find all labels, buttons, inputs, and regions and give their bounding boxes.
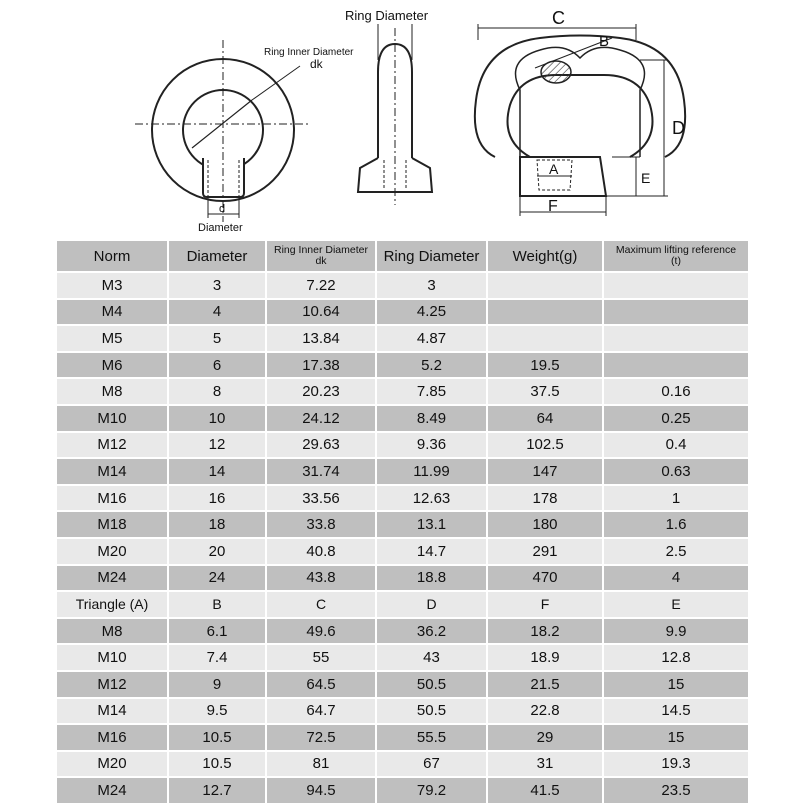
table-cell: 18 bbox=[168, 511, 266, 538]
table-cell: 13.1 bbox=[376, 511, 487, 538]
table-cell: 23.5 bbox=[603, 777, 749, 804]
table-cell: 14.7 bbox=[376, 538, 487, 565]
table-row bbox=[57, 325, 749, 352]
table-cell: 470 bbox=[487, 565, 603, 592]
table-cell: 33.8 bbox=[266, 511, 376, 538]
table-cell: M4 bbox=[57, 299, 168, 326]
table-cell: 20 bbox=[168, 538, 266, 565]
table-cell: 12 bbox=[168, 432, 266, 459]
table-cell: M20 bbox=[57, 751, 168, 778]
table-cell: 12.7 bbox=[168, 777, 266, 804]
table-row bbox=[57, 618, 749, 645]
spec-table-body bbox=[57, 241, 749, 804]
table-cell: 15 bbox=[603, 671, 749, 698]
table-cell: 8.49 bbox=[376, 405, 487, 432]
table-cell: 19.5 bbox=[487, 352, 603, 379]
table-cell: 3 bbox=[168, 272, 266, 299]
table-cell: M16 bbox=[57, 485, 168, 512]
table-cell: M20 bbox=[57, 538, 168, 565]
table-cell: 50.5 bbox=[376, 671, 487, 698]
table-cell: 9 bbox=[168, 671, 266, 698]
table-row bbox=[57, 565, 749, 592]
table-cell: 33.56 bbox=[266, 485, 376, 512]
table-row bbox=[57, 485, 749, 512]
table-cell: 6 bbox=[168, 352, 266, 379]
table-row bbox=[57, 378, 749, 405]
table-cell: 67 bbox=[376, 751, 487, 778]
table-cell: 9.5 bbox=[168, 698, 266, 725]
front-ring-inner-diameter-label: Ring Inner Diameter bbox=[264, 47, 354, 58]
table-cell: 0.16 bbox=[603, 378, 749, 405]
header-weight-label: Weight(g) bbox=[512, 247, 578, 265]
table-row bbox=[57, 272, 749, 299]
header-diameter bbox=[168, 241, 266, 272]
table-cell: 22.8 bbox=[487, 698, 603, 725]
table-cell: 21.5 bbox=[487, 671, 603, 698]
table-cell: 94.5 bbox=[266, 777, 376, 804]
table-cell: M16 bbox=[57, 724, 168, 751]
header-max-lifting bbox=[603, 241, 749, 272]
table-row bbox=[57, 458, 749, 485]
table-cell: 20.23 bbox=[266, 378, 376, 405]
table-cell: 81 bbox=[266, 751, 376, 778]
front-diameter-label: Diameter bbox=[198, 222, 243, 234]
table-cell: 18.8 bbox=[376, 565, 487, 592]
table-cell: 12.63 bbox=[376, 485, 487, 512]
table-cell: 10.5 bbox=[168, 724, 266, 751]
table-cell: 4.25 bbox=[376, 299, 487, 326]
table-cell: 36.2 bbox=[376, 618, 487, 645]
dim-e-label: E bbox=[641, 170, 651, 186]
table-cell: 2.5 bbox=[603, 538, 749, 565]
table-cell: D bbox=[376, 591, 487, 618]
table-cell: E bbox=[603, 591, 749, 618]
table-cell: 5.2 bbox=[376, 352, 487, 379]
table-cell: 18.2 bbox=[487, 618, 603, 645]
table-cell: 7.22 bbox=[266, 272, 376, 299]
table-row bbox=[57, 511, 749, 538]
header-ring-diameter bbox=[376, 241, 487, 272]
table-cell: M12 bbox=[57, 671, 168, 698]
table-cell: 8 bbox=[168, 378, 266, 405]
table-row bbox=[57, 698, 749, 725]
table-cell bbox=[487, 299, 603, 326]
wire-section-hatch bbox=[541, 61, 571, 83]
dim-a-label: A bbox=[549, 161, 559, 177]
table-cell: M14 bbox=[57, 698, 168, 725]
subheader-row bbox=[57, 591, 749, 618]
table-cell: 72.5 bbox=[266, 724, 376, 751]
table-cell: M6 bbox=[57, 352, 168, 379]
table-cell: M12 bbox=[57, 432, 168, 459]
table-cell: 6.1 bbox=[168, 618, 266, 645]
table-cell: 0.63 bbox=[603, 458, 749, 485]
header-max-line1: Maximum lifting reference bbox=[615, 244, 737, 256]
table-cell: M8 bbox=[57, 378, 168, 405]
header-inner-line1: Ring Inner Diameter bbox=[274, 244, 368, 256]
table-row bbox=[57, 671, 749, 698]
table-cell: 180 bbox=[487, 511, 603, 538]
table-cell: 178 bbox=[487, 485, 603, 512]
table-cell: 29 bbox=[487, 724, 603, 751]
header-ring-diameter-label: Ring Diameter bbox=[383, 247, 480, 265]
table-cell: 64.7 bbox=[266, 698, 376, 725]
table-cell: 1.6 bbox=[603, 511, 749, 538]
table-cell: 43.8 bbox=[266, 565, 376, 592]
table-cell: 12.8 bbox=[603, 644, 749, 671]
table-cell: 10 bbox=[168, 405, 266, 432]
table-cell: 50.5 bbox=[376, 698, 487, 725]
table-cell: M10 bbox=[57, 644, 168, 671]
table-cell: 49.6 bbox=[266, 618, 376, 645]
header-weight bbox=[487, 241, 603, 272]
table-cell bbox=[487, 325, 603, 352]
table-cell: 37.5 bbox=[487, 378, 603, 405]
table-cell: M3 bbox=[57, 272, 168, 299]
table-cell: 3 bbox=[376, 272, 487, 299]
side-view bbox=[358, 24, 432, 205]
table-cell: 0.4 bbox=[603, 432, 749, 459]
front-d-label: d bbox=[219, 203, 226, 215]
table-cell: 7.85 bbox=[376, 378, 487, 405]
table-cell bbox=[603, 325, 749, 352]
table-cell bbox=[603, 299, 749, 326]
table-row bbox=[57, 299, 749, 326]
table-cell: 41.5 bbox=[487, 777, 603, 804]
table-cell: 24 bbox=[168, 565, 266, 592]
dim-f-label: F bbox=[548, 198, 558, 215]
table-cell: 1 bbox=[603, 485, 749, 512]
table-cell: M18 bbox=[57, 511, 168, 538]
header-norm bbox=[57, 241, 168, 272]
header-inner-diameter bbox=[266, 241, 376, 272]
table-cell: 102.5 bbox=[487, 432, 603, 459]
table-row bbox=[57, 724, 749, 751]
table-cell: M5 bbox=[57, 325, 168, 352]
table-cell: 14 bbox=[168, 458, 266, 485]
table-row bbox=[57, 405, 749, 432]
header-diameter-label: Diameter bbox=[186, 247, 248, 265]
table-cell: 29.63 bbox=[266, 432, 376, 459]
front-dk-label: dk bbox=[310, 57, 323, 71]
table-cell: 10.64 bbox=[266, 299, 376, 326]
table-row bbox=[57, 538, 749, 565]
table-cell: 7.4 bbox=[168, 644, 266, 671]
spec-table bbox=[57, 241, 750, 805]
table-cell: 4.87 bbox=[376, 325, 487, 352]
side-ring-diameter-label: Ring Diameter bbox=[345, 8, 429, 23]
table-cell: 55 bbox=[266, 644, 376, 671]
table-row bbox=[57, 432, 749, 459]
table-cell: 17.38 bbox=[266, 352, 376, 379]
table-cell: 291 bbox=[487, 538, 603, 565]
table-cell: M8 bbox=[57, 618, 168, 645]
table-cell: 40.8 bbox=[266, 538, 376, 565]
header-norm-label: Norm bbox=[93, 247, 131, 265]
front-view bbox=[135, 40, 308, 222]
table-row bbox=[57, 352, 749, 379]
table-cell: 14.5 bbox=[603, 698, 749, 725]
table-cell: 0.25 bbox=[603, 405, 749, 432]
table-cell: M10 bbox=[57, 405, 168, 432]
table-cell: 24.12 bbox=[266, 405, 376, 432]
table-cell: 64 bbox=[487, 405, 603, 432]
dimension-view bbox=[475, 24, 685, 216]
eye-nut-diagram bbox=[0, 0, 800, 238]
table-cell: 55.5 bbox=[376, 724, 487, 751]
table-cell: 13.84 bbox=[266, 325, 376, 352]
dim-d-label: D bbox=[672, 118, 685, 138]
table-cell: 10.5 bbox=[168, 751, 266, 778]
table-cell: 18.9 bbox=[487, 644, 603, 671]
table-row bbox=[57, 751, 749, 778]
table-cell: 16 bbox=[168, 485, 266, 512]
table-cell: 64.5 bbox=[266, 671, 376, 698]
header-max-line2: (t) bbox=[671, 255, 681, 267]
table-cell: C bbox=[266, 591, 376, 618]
table-cell: 147 bbox=[487, 458, 603, 485]
table-cell: 79.2 bbox=[376, 777, 487, 804]
table-cell: 11.99 bbox=[376, 458, 487, 485]
header-inner-line2: dk bbox=[315, 255, 327, 267]
table-cell: 4 bbox=[168, 299, 266, 326]
table-cell: B bbox=[168, 591, 266, 618]
table-cell bbox=[603, 352, 749, 379]
table-cell: 15 bbox=[603, 724, 749, 751]
table-cell: 9.9 bbox=[603, 618, 749, 645]
table-cell: M24 bbox=[57, 565, 168, 592]
header-row bbox=[57, 241, 749, 272]
table-row bbox=[57, 644, 749, 671]
dim-c-label: C bbox=[552, 8, 565, 28]
table-cell: Triangle (A) bbox=[57, 591, 168, 618]
table-cell: 43 bbox=[376, 644, 487, 671]
table-cell: 4 bbox=[603, 565, 749, 592]
table-cell: 9.36 bbox=[376, 432, 487, 459]
dim-b-label: B bbox=[599, 33, 610, 50]
table-cell: M14 bbox=[57, 458, 168, 485]
table-cell bbox=[487, 272, 603, 299]
table-cell: 19.3 bbox=[603, 751, 749, 778]
table-cell: 31 bbox=[487, 751, 603, 778]
table-cell: 31.74 bbox=[266, 458, 376, 485]
table-cell: F bbox=[487, 591, 603, 618]
table-cell bbox=[603, 272, 749, 299]
table-cell: M24 bbox=[57, 777, 168, 804]
table-cell: 5 bbox=[168, 325, 266, 352]
